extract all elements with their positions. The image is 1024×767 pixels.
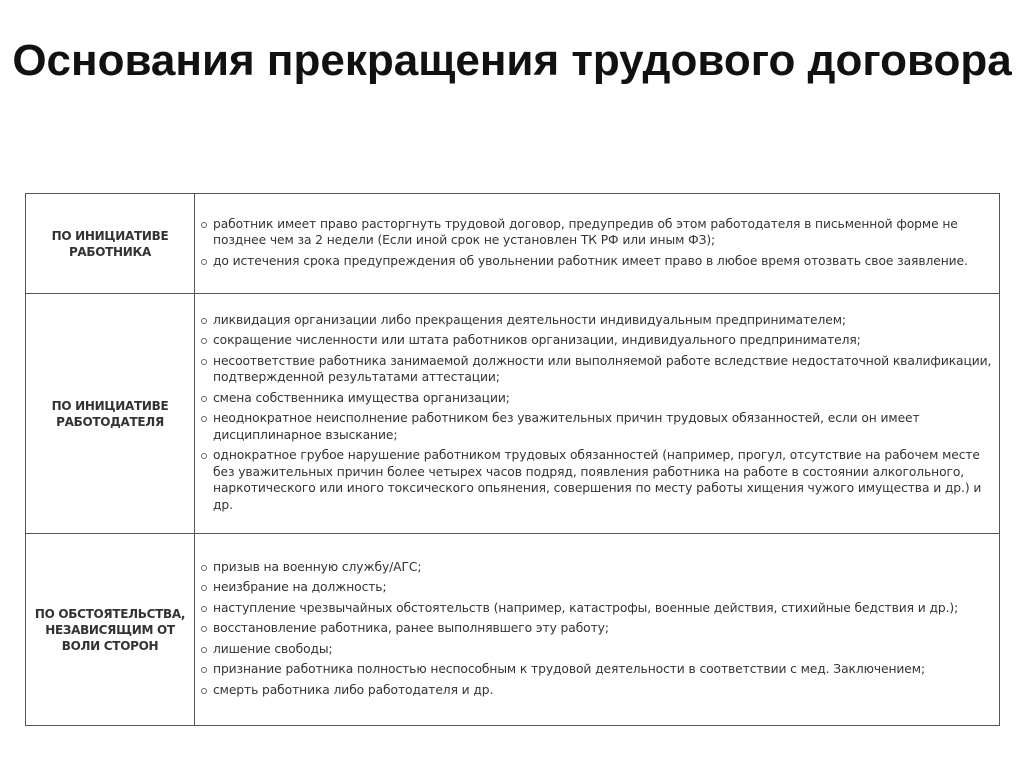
list-item: несоответствие работника занимаемой должности или выполняемой работе вследствие недостаточной квалификации, подтвержденной результатами аттестации; — [201, 353, 993, 386]
category-cell: ПО ИНИЦИАТИВЕ РАБОТНИКА — [26, 194, 195, 294]
items-list — [201, 216, 993, 270]
items-list — [201, 312, 993, 514]
table-row — [26, 194, 1000, 294]
list-item: лишение свободы; — [201, 641, 993, 658]
table-row — [26, 294, 1000, 534]
table-row — [26, 534, 1000, 726]
list-item: наступление чрезвычайных обстоятельств (например, катастрофы, военные действия, стихийные бедствия и др.); — [201, 600, 993, 617]
list-item: призыв на военную службу/АГС; — [201, 559, 993, 576]
items-cell — [195, 534, 1000, 726]
list-item: признание работника полностью неспособным к трудовой деятельности в соответствии с мед. Заключением; — [201, 661, 993, 678]
list-item: до истечения срока предупреждения об увольнении работник имеет право в любое время отозвать свое заявление. — [201, 253, 993, 270]
list-item: ликвидация организации либо прекращения деятельности индивидуальным предпринимателем; — [201, 312, 993, 329]
category-cell: ПО ОБСТОЯТЕЛЬСТВА, НЕЗАВИСЯЩИМ ОТ ВОЛИ СТОРОН — [26, 534, 195, 726]
grounds-table — [25, 193, 1000, 726]
items-list — [201, 559, 993, 699]
list-item: неоднократное неисполнение работником без уважительных причин трудовых обязанностей, если он имеет дисциплинарное взыскание; — [201, 410, 993, 443]
list-item: однократное грубое нарушение работником трудовых обязанностей (например, прогул, отсутствие на рабочем месте без уважительных причин более четырех часов подряд, появления работника на работе в состоянии алкогольного, наркотического или иного токсического опьянения, совершения по месту работы хищения чужого имущества и др.) и др. — [201, 447, 993, 513]
list-item: неизбрание на должность; — [201, 579, 993, 596]
list-item: сокращение численности или штата работников организации, индивидуального предпринимателя; — [201, 332, 993, 349]
items-cell — [195, 294, 1000, 534]
list-item: восстановление работника, ранее выполнявшего эту работу; — [201, 620, 993, 637]
items-cell — [195, 194, 1000, 294]
category-cell: ПО ИНИЦИАТИВЕ РАБОТОДАТЕЛЯ — [26, 294, 195, 534]
page-title: Основания прекращения трудового договора — [12, 36, 1012, 85]
list-item: работник имеет право расторгнуть трудовой договор, предупредив об этом работодателя в письменной форме не позднее чем за 2 недели (Если иной срок не установлен ТК РФ или иным ФЗ); — [201, 216, 993, 249]
list-item: смена собственника имущества организации; — [201, 390, 993, 407]
list-item: смерть работника либо работодателя и др. — [201, 682, 993, 699]
